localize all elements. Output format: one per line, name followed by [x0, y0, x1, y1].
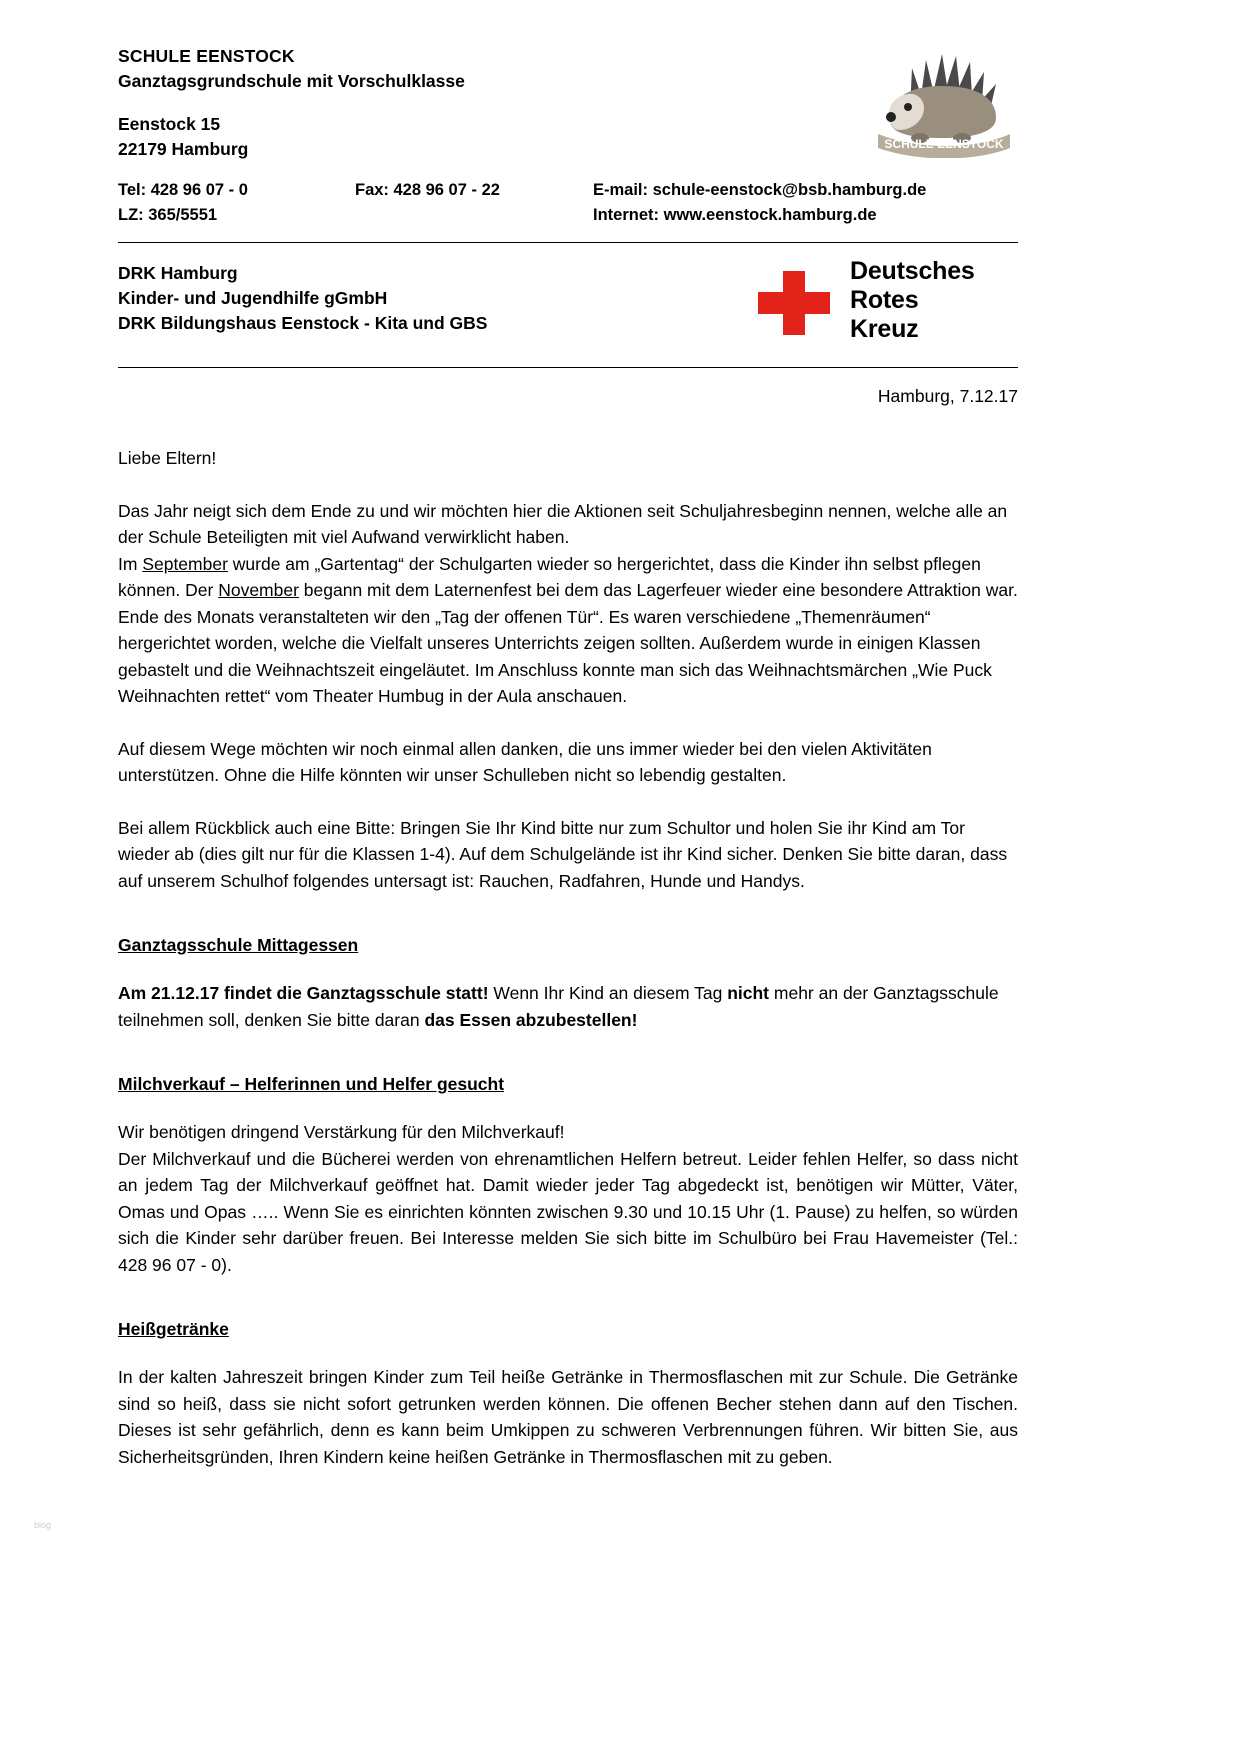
mittagessen-bold-3: das Essen abzubestellen!: [424, 1009, 638, 1030]
school-lz: LZ: 365/5551: [118, 206, 218, 224]
school-address-line1: Eenstock 15: [118, 114, 221, 134]
date-line: Hamburg, 7.12.17: [877, 386, 1018, 406]
school-email: E-mail: schule-eenstock@bsb.hamburg.de: [593, 181, 927, 199]
watermark: blog: [34, 1520, 52, 1530]
section-heading-milchverkauf: Milchverkauf – Helferinnen und Helfer gesucht: [118, 1074, 505, 1094]
milchverkauf-line-1: Wir benötigen dringend Verstärkung für den Milchverkauf!: [118, 1122, 565, 1142]
paragraph-milchverkauf: [118, 1119, 1018, 1278]
school-contact-block: [118, 178, 1018, 230]
month-november: November: [218, 580, 299, 600]
drk-logo: [758, 259, 1018, 347]
drk-line-1: DRK Hamburg: [118, 263, 238, 283]
paragraph-mittagessen: [118, 980, 1018, 1033]
drk-logo-word-1: Deutsches: [850, 257, 975, 285]
divider-top: [118, 242, 1018, 243]
milchverkauf-line-2: Der Milchverkauf und die Bücherei werden von ehrenamtlichen Helfern betreut. Leider fehlen Helfer, so dass nicht an jedem Tag der Milchverkauf geöffnet hat. Damit wieder jeder Tag abgedeckt ist, benötigen wir Mütter, Väter, Omas und Opas ….. Wenn Sie es einrichten könnten zwischen 9.30 und 10.15 Uhr (1. Pause) zu helfen, so würden sich die Kinder sehr darüber freuen. Bei Interesse melden Sie sich bitte im Schulbüro bei Frau Havemeister (Tel.: 428 96 07 - 0).: [118, 1148, 1018, 1275]
section-heading-heissgetraenke: Heißgetränke: [118, 1319, 229, 1339]
month-september: September: [142, 553, 228, 574]
school-fax: Fax: 428 96 07 - 22: [355, 181, 500, 199]
drk-line-3: DRK Bildungshaus Eenstock - Kita und GBS: [118, 313, 488, 333]
paragraph-review: [118, 498, 1018, 710]
paragraph-review-post: begann mit dem Laternenfest bei dem das Lagerfeuer wieder eine besondere Attraktion war. Ende des Monats veranstalteten wir den „Tag der offenen Tür“. Es waren verschiedene „Themenräumen“ hergerichtet worden, welche die Vielfalt unseres Unterrichts zeigen sollten. Außerdem wurde in einigen Klassen gebastelt und die Weihnachtszeit eingeläutet. Im Anschluss konnte man sich das Weihnachtsmärchen „Wie Puck Weihnachten rettet“ vom Theater Humbug in der Aula anschauen.: [118, 580, 1018, 706]
red-cross-icon: [758, 271, 830, 335]
paragraph-review-pre: Im: [118, 553, 143, 574]
paragraph-review-text-a: Das Jahr neigt sich dem Ende zu und wir möchten hier die Aktionen seit Schuljahresbeginn nennen, welche alle an der Schule Beteiligten mit viel Aufwand verwirklicht haben.: [118, 500, 1008, 547]
section-heading-mittagessen: Ganztagsschule Mittagessen: [118, 935, 359, 955]
drk-logo-word-3: Kreuz: [850, 315, 919, 343]
school-subtitle: Ganztagsgrundschule mit Vorschulklasse: [118, 71, 465, 91]
document-content: [118, 44, 1018, 1496]
mittagessen-text-2: mehr an der Ganztagsschule teilnehmen soll, denken Sie bitte daran: [118, 983, 999, 1030]
drk-logo-word-2: Rotes: [850, 286, 919, 314]
school-address-line2: 22179 Hamburg: [118, 139, 249, 159]
school-website: Internet: www.eenstock.hamburg.de: [593, 206, 877, 224]
mittagessen-bold-1: Am 21.12.17 findet die Ganztagsschule statt!: [118, 983, 489, 1003]
drk-line-2: Kinder- und Jugendhilfe gGmbH: [118, 288, 388, 308]
paragraph-review-mid: wurde am „Gartentag“ der Schulgarten wieder so hergerichtet, dass die Kinder ihn selbst pflegen können. Der: [118, 553, 981, 600]
mittagessen-bold-2: nicht: [727, 983, 770, 1003]
paragraph-heissgetraenke: In der kalten Jahreszeit bringen Kinder zum Teil heiße Getränke in Thermosflaschen mit zur Schule. Die Getränke sind so heiß, dass sie nicht sofort getrunken werden können. Die offenen Becher stehen dann auf den Tischen. Dieses ist sehr gefährlich, denn es kann beim Umkippen zu schweren Verbrennungen führen. Wir bitten Sie, aus Sicherheitsgründen, Ihren Kindern keine heißen Getränke in Thermosflaschen mit zu geben.: [118, 1367, 1018, 1467]
school-name: SCHULE EENSTOCK: [118, 46, 295, 66]
paragraph-thanks: Auf diesem Wege möchten wir noch einmal allen danken, die uns immer wieder bei den vielen Aktivitäten unterstützen. Ohne die Hilfe könnten wir unser Schulleben nicht so lebendig gestalten.: [118, 738, 932, 785]
letter-body: [118, 445, 1018, 1470]
mittagessen-text-1: Wenn Ihr Kind an diesem Tag: [488, 983, 728, 1003]
paragraph-request: Bei allem Rückblick auch eine Bitte: Bringen Sie Ihr Kind bitte nur zum Schultor und holen Sie ihr Kind am Tor wieder ab (dies gilt nur für die Klassen 1-4). Auf dem Schulgelände ist ihr Kind sicher. Denken Sie bitte daran, dass auf unserem Schulhof folgendes untersagt ist: Rauchen, Radfahren, Hunde und Handys.: [118, 817, 1008, 891]
school-telephone: Tel: 428 96 07 - 0: [118, 181, 248, 199]
drk-block: [118, 257, 1018, 367]
salutation: Liebe Eltern!: [118, 448, 217, 468]
divider-bottom: [118, 367, 1018, 368]
svg-text:SCHULE EENSTOCK: SCHULE EENSTOCK: [884, 137, 1004, 151]
hedgehog-logo-icon: [850, 38, 1018, 158]
letterhead: [118, 44, 1018, 230]
